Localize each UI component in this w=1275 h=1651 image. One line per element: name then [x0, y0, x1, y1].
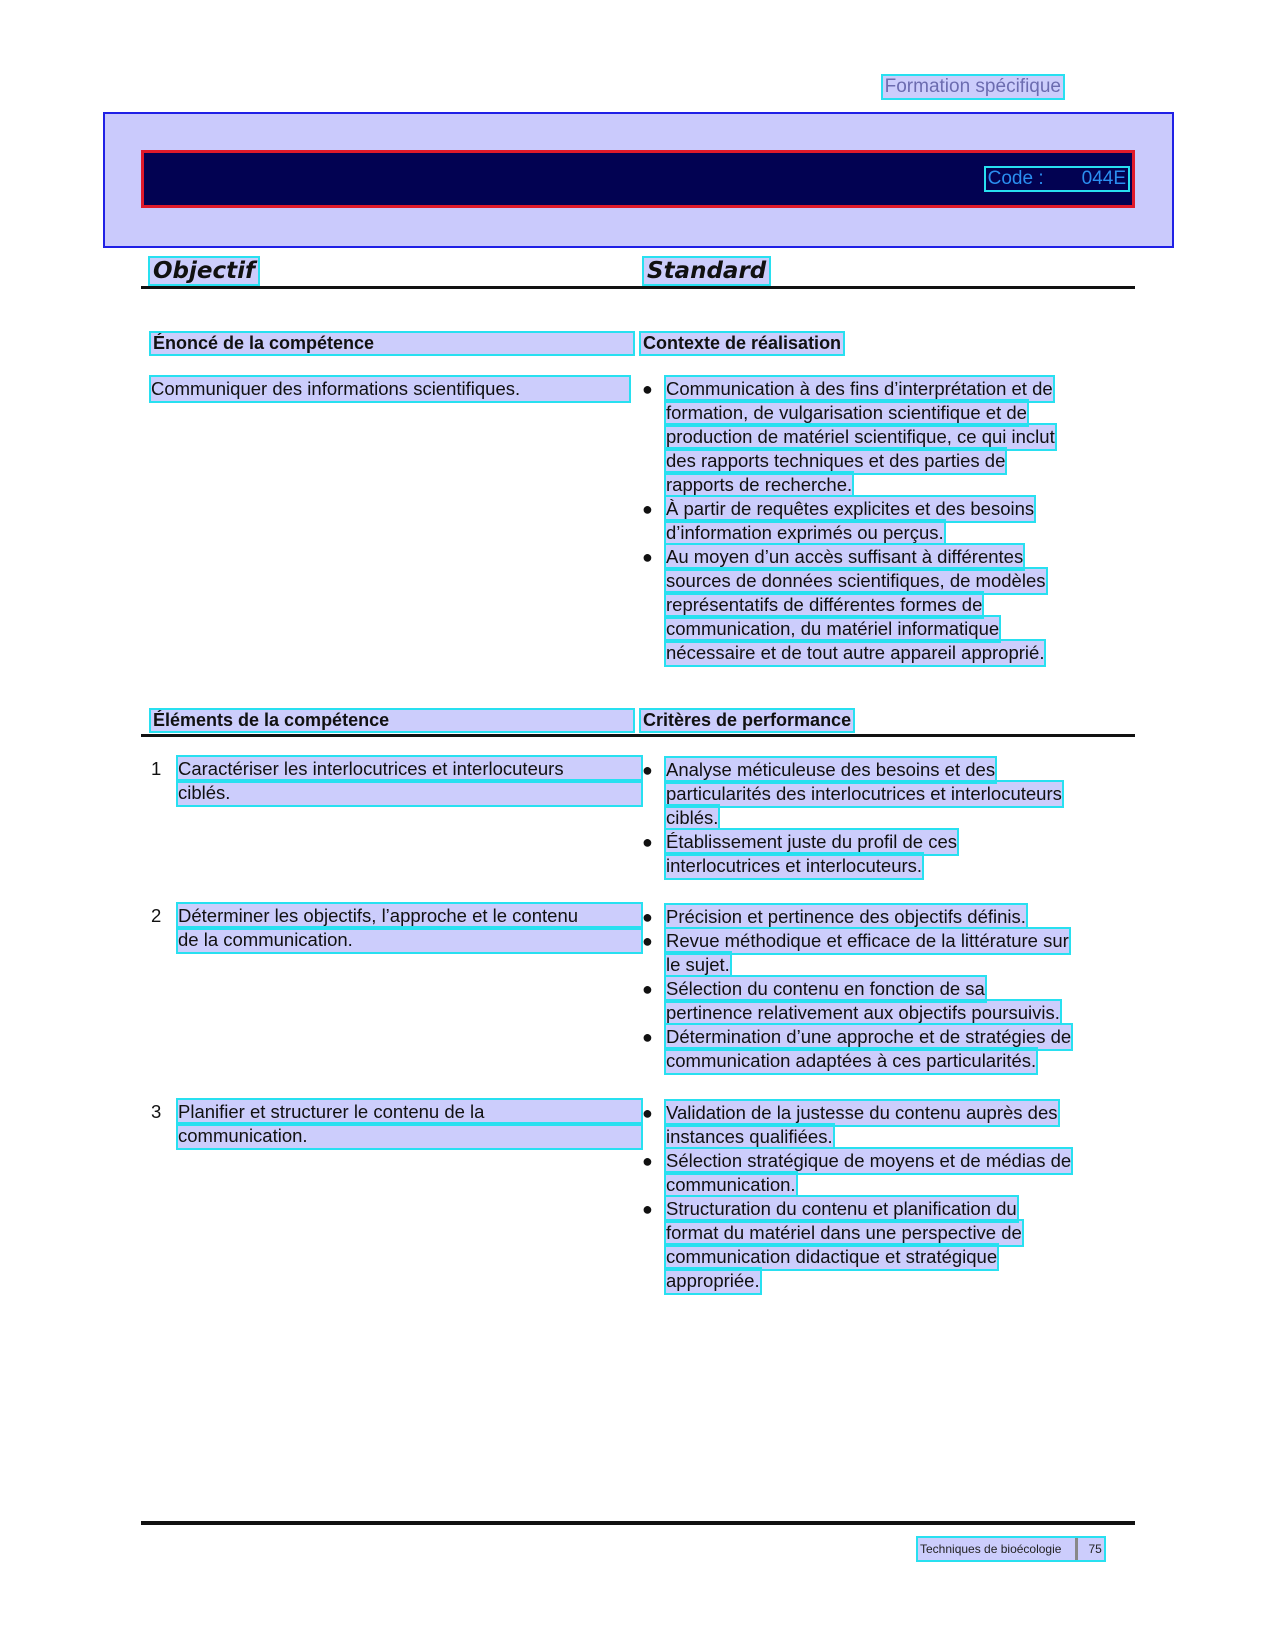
code-label: Code :: [987, 168, 1044, 189]
criteria-item: ● Sélection stratégique de moyens et de médias de communication.: [642, 1150, 1072, 1195]
bullet-icon: ●: [642, 979, 653, 999]
criteria-item: ● Établissement juste du profil de ces interlocutrices et interlocuteurs.: [642, 831, 958, 876]
heading-rule: [141, 286, 1135, 289]
bullet-icon: ●: [642, 1027, 653, 1047]
context-item: ● Au moyen d’un accès suffisant à différentes sources de données scientifiques, de modèles représentatifs de différentes formes de communication, du matériel informatique nécessaire et de tout autre appareil approprié.: [642, 546, 1046, 663]
criteria-title: Critères de performance: [643, 710, 852, 730]
footer-program: Techniques de bioécologie: [920, 1542, 1062, 1556]
footer-rule: [141, 1521, 1135, 1525]
competence-statement: Communiquer des informations scientifiques.: [151, 377, 629, 401]
bullet-icon: ●: [642, 1151, 653, 1171]
criteria-item: ● Détermination d’une approche et de stratégies de communication adaptées à ces particularités.: [642, 1026, 1072, 1071]
standard-heading: Standard: [644, 258, 769, 284]
bullet-icon: ●: [642, 832, 653, 852]
context-list: [640, 377, 1055, 665]
competence-title: Énoncé de la compétence: [151, 333, 633, 354]
section-label: Formation spécifique: [884, 76, 1061, 97]
bullet-icon: ●: [642, 547, 653, 567]
criteria-list-3: [640, 1101, 1071, 1293]
criteria-item: ● Sélection du contenu en fonction de sa pertinence relativement aux objectifs poursuivis.: [642, 978, 1060, 1023]
elements-title: Éléments de la compétence: [151, 710, 633, 731]
bullet-icon: ●: [642, 907, 653, 927]
criteria-item: ● Structuration du contenu et planification du format du matériel dans une perspective de communication didactique et stratégique appropriée.: [642, 1198, 1022, 1291]
footer-separator: [1075, 1538, 1078, 1560]
criteria-list-2: [640, 905, 1071, 1073]
criteria-item: ● Analyse méticuleuse des besoins et des particularités des interlocutrices et interlocuteurs ciblés.: [642, 759, 1062, 828]
criteria-item: ● Précision et pertinence des objectifs définis.: [642, 906, 1026, 927]
bullet-icon: ●: [642, 379, 653, 399]
criteria-list-1: [640, 758, 1062, 878]
section-rule: [141, 734, 1135, 737]
criteria-item: ● Revue méthodique et efficace de la littérature sur le sujet.: [642, 930, 1069, 975]
bullet-icon: ●: [642, 760, 653, 780]
bullet-icon: ●: [642, 499, 653, 519]
criteria-item: ● Validation de la justesse du contenu auprès des instances qualifiées.: [642, 1102, 1058, 1147]
context-title: Contexte de réalisation: [643, 333, 842, 353]
bullet-icon: ●: [642, 931, 653, 951]
code-value: 044E: [1081, 168, 1126, 189]
context-item: ● Communication à des fins d’interprétation et de formation, de vulgarisation scientifique et de production de matériel scientifique, ce qui inclut des rapports techniques et des parties de rapports de recherche.: [642, 378, 1055, 495]
bullet-icon: ●: [642, 1103, 653, 1123]
title-bar: [141, 150, 1135, 208]
context-item: ● À partir de requêtes explicites et des besoins d’information exprimés ou perçus.: [642, 498, 1035, 543]
program-code: [986, 168, 1128, 190]
objective-heading: Objectif: [150, 258, 258, 284]
page-number: 75: [1088, 1542, 1102, 1556]
page-footer: [918, 1538, 1104, 1560]
bullet-icon: ●: [642, 1199, 653, 1219]
